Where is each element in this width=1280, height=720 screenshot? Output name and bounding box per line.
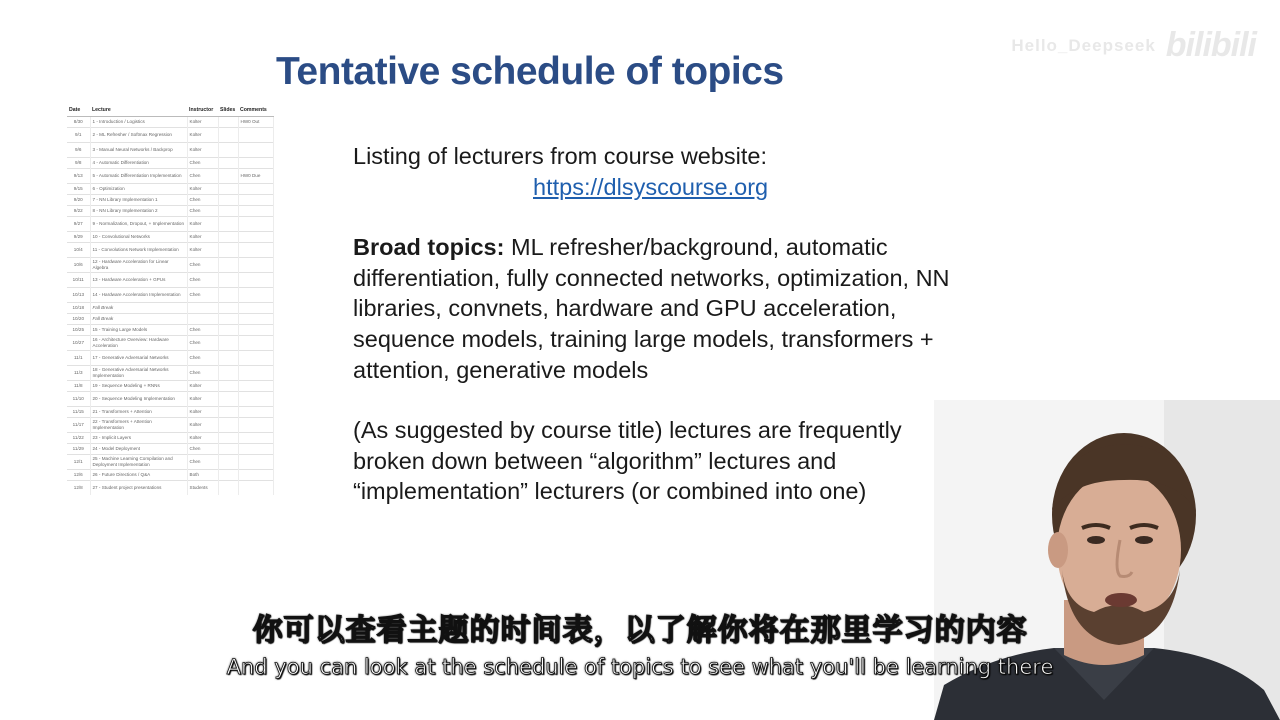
schedule-cell-slides xyxy=(218,205,238,216)
schedule-cell-slides xyxy=(218,272,238,287)
schedule-cell-instructor: Chen xyxy=(187,168,218,183)
schedule-cell-lecture: 11 - Convolutions Network Implementation xyxy=(90,242,187,257)
schedule-cell-comments: HW0 Due xyxy=(238,168,273,183)
schedule-cell-instructor: Kolter xyxy=(187,142,218,157)
schedule-row xyxy=(67,205,273,216)
schedule-cell-comments xyxy=(238,272,273,287)
schedule-cell-date: 10/20 xyxy=(67,313,90,324)
schedule-cell-comments xyxy=(238,205,273,216)
schedule-cell-comments: HW0 Out xyxy=(238,116,273,127)
schedule-cell-comments xyxy=(238,454,273,469)
watermark-handle: Hello_Deepseek xyxy=(1011,35,1156,55)
schedule-row xyxy=(67,324,273,335)
schedule-cell-comments xyxy=(238,313,273,324)
schedule-cell-comments xyxy=(238,432,273,443)
schedule-cell-date: 10/11 xyxy=(67,272,90,287)
schedule-row xyxy=(67,287,273,302)
schedule-cell-instructor: Kolter xyxy=(187,216,218,231)
schedule-header-date: Date xyxy=(67,105,90,116)
schedule-cell-instructor: Chen xyxy=(187,272,218,287)
video-watermark xyxy=(1011,26,1256,65)
schedule-cell-instructor: Chen xyxy=(187,194,218,205)
schedule-cell-date: 9/22 xyxy=(67,205,90,216)
broad-topics-label: Broad topics: xyxy=(353,234,505,261)
schedule-cell-lecture: 16 - Architecture Overview: Hardware Acceleration xyxy=(90,335,187,350)
schedule-row xyxy=(67,183,273,194)
schedule-cell-slides xyxy=(218,127,238,142)
schedule-header-comments: Comments xyxy=(238,105,273,116)
schedule-cell-date: 11/1 xyxy=(67,350,90,365)
schedule-cell-comments xyxy=(238,406,273,417)
schedule-cell-slides xyxy=(218,116,238,127)
schedule-cell-slides xyxy=(218,142,238,157)
schedule-cell-lecture: 26 - Future Directions / Q&A xyxy=(90,469,187,480)
schedule-cell-comments xyxy=(238,324,273,335)
schedule-cell-date: 11/10 xyxy=(67,391,90,406)
schedule-cell-slides xyxy=(218,194,238,205)
subtitle-chinese: 你可以查看主题的时间表，以了解你将在那里学习的内容 xyxy=(252,613,1028,648)
schedule-cell-comments xyxy=(238,302,273,313)
schedule-cell-instructor: Kolter xyxy=(187,116,218,127)
schedule-cell-lecture: 17 - Generative Adversarial Networks xyxy=(90,350,187,365)
schedule-cell-slides xyxy=(218,157,238,168)
schedule-row xyxy=(67,231,273,242)
schedule-cell-comments xyxy=(238,350,273,365)
schedule-cell-slides xyxy=(218,469,238,480)
schedule-cell-lecture: 6 - Optimization xyxy=(90,183,187,194)
schedule-cell-slides xyxy=(218,302,238,313)
schedule-cell-lecture: Fall Break xyxy=(90,313,187,324)
schedule-cell-lecture: 7 - NN Library Implementation 1 xyxy=(90,194,187,205)
schedule-cell-date: 11/8 xyxy=(67,380,90,391)
schedule-cell-lecture: 22 - Transformers + Attention Implementation xyxy=(90,417,187,432)
schedule-cell-instructor: Chen xyxy=(187,324,218,335)
schedule-cell-lecture: 18 - Generative Adversarial Networks Implementation xyxy=(90,365,187,380)
schedule-cell-slides xyxy=(218,324,238,335)
schedule-cell-instructor: Students xyxy=(187,480,218,495)
schedule-cell-slides xyxy=(218,231,238,242)
schedule-cell-date: 12/1 xyxy=(67,454,90,469)
schedule-cell-date: 11/22 xyxy=(67,432,90,443)
schedule-cell-date: 11/17 xyxy=(67,417,90,432)
schedule-cell-date: 9/20 xyxy=(67,194,90,205)
schedule-cell-instructor: Kolter xyxy=(187,183,218,194)
schedule-cell-slides xyxy=(218,380,238,391)
schedule-header-instructor: Instructor xyxy=(187,105,218,116)
schedule-cell-comments xyxy=(238,216,273,231)
schedule-cell-slides xyxy=(218,350,238,365)
schedule-cell-lecture: 21 - Transformers + Attention xyxy=(90,406,187,417)
schedule-row xyxy=(67,454,273,469)
schedule-cell-instructor: Chen xyxy=(187,257,218,272)
schedule-header-row xyxy=(67,105,273,116)
bilibili-logo: bilibili xyxy=(1165,26,1256,64)
schedule-cell-lecture: Fall Break xyxy=(90,302,187,313)
schedule-cell-date: 12/8 xyxy=(67,480,90,495)
subtitle-english: And you can look at the schedule of topics to see what you'll be learning there xyxy=(226,655,1054,679)
schedule-cell-date: 8/30 xyxy=(67,116,90,127)
course-url-line xyxy=(353,172,973,203)
schedule-row xyxy=(67,350,273,365)
schedule-header-slides: Slides xyxy=(218,105,238,116)
schedule-cell-instructor: Kolter xyxy=(187,231,218,242)
schedule-cell-instructor: Chen xyxy=(187,350,218,365)
schedule-cell-lecture: 4 - Automatic Differentiation xyxy=(90,157,187,168)
schedule-cell-slides xyxy=(218,287,238,302)
schedule-cell-lecture: 12 - Hardware Acceleration for Linear Algebra xyxy=(90,257,187,272)
schedule-table xyxy=(67,105,274,495)
schedule-row xyxy=(67,406,273,417)
schedule-cell-date: 10/25 xyxy=(67,324,90,335)
schedule-cell-slides xyxy=(218,335,238,350)
schedule-cell-slides xyxy=(218,242,238,257)
schedule-row xyxy=(67,142,273,157)
schedule-cell-date: 9/27 xyxy=(67,216,90,231)
schedule-cell-instructor: Kolter xyxy=(187,432,218,443)
spacer xyxy=(353,385,973,415)
schedule-cell-instructor: Chen xyxy=(187,454,218,469)
schedule-cell-instructor: Both xyxy=(187,469,218,480)
schedule-cell-slides xyxy=(218,417,238,432)
schedule-cell-slides xyxy=(218,454,238,469)
listing-text: Listing of lecturers from course website: xyxy=(353,143,768,169)
schedule-cell-lecture: 10 - Convolutional Networks xyxy=(90,231,187,242)
schedule-row xyxy=(67,194,273,205)
schedule-cell-comments xyxy=(238,257,273,272)
schedule-row xyxy=(67,380,273,391)
course-website-link[interactable]: https://dlsyscourse.org xyxy=(533,173,769,200)
schedule-cell-date: 10/18 xyxy=(67,302,90,313)
schedule-row xyxy=(67,469,273,480)
suggested-text: (As suggested by course title) lectures are frequently broken down between “algorithm” lectures and “implementation” lecturers (or combined into one) xyxy=(353,417,902,505)
schedule-cell-instructor: Kolter xyxy=(187,406,218,417)
schedule-cell-lecture: 20 - Sequence Modeling Implementation xyxy=(90,391,187,406)
schedule-row xyxy=(67,417,273,432)
schedule-cell-slides xyxy=(218,183,238,194)
schedule-cell-date: 10/6 xyxy=(67,257,90,272)
schedule-header-lecture: Lecture xyxy=(90,105,187,116)
schedule-cell-lecture: 13 - Hardware Acceleration + GPUs xyxy=(90,272,187,287)
schedule-cell-lecture: 1 - Introduction / Logistics xyxy=(90,116,187,127)
schedule-body xyxy=(67,116,273,495)
schedule-cell-instructor: Chen xyxy=(187,335,218,350)
broad-topics-text: ML refresher/background, automatic differentiation, fully connected networks, optimization, NN libraries, convnets, hardware and GPU acceleration, sequence models, training large models, transformers + attention, generative models xyxy=(353,234,950,383)
schedule-cell-lecture: 25 - Machine Learning Compilation and Deployment Implementation xyxy=(90,454,187,469)
schedule-cell-date: 9/13 xyxy=(67,168,90,183)
schedule-cell-comments xyxy=(238,417,273,432)
schedule-cell-comments xyxy=(238,242,273,257)
schedule-cell-instructor: Kolter xyxy=(187,127,218,142)
schedule-row xyxy=(67,302,273,313)
schedule-cell-date: 11/29 xyxy=(67,443,90,454)
schedule-cell-slides xyxy=(218,216,238,231)
schedule-cell-date: 12/6 xyxy=(67,469,90,480)
schedule-cell-instructor xyxy=(187,313,218,324)
schedule-cell-date: 9/6 xyxy=(67,142,90,157)
schedule-row xyxy=(67,216,273,231)
schedule-cell-comments xyxy=(238,480,273,495)
schedule-cell-lecture: 3 - Manual Neural Networks / Backprop xyxy=(90,142,187,157)
schedule-cell-slides xyxy=(218,257,238,272)
schedule-cell-lecture: 19 - Sequence Modeling + RNNs xyxy=(90,380,187,391)
schedule-cell-slides xyxy=(218,365,238,380)
schedule-cell-lecture: 23 - Implicit Layers xyxy=(90,432,187,443)
schedule-cell-comments xyxy=(238,287,273,302)
schedule-row xyxy=(67,432,273,443)
schedule-cell-comments xyxy=(238,380,273,391)
schedule-cell-date: 9/15 xyxy=(67,183,90,194)
schedule-cell-lecture: 5 - Automatic Differentiation Implementation xyxy=(90,168,187,183)
schedule-cell-date: 11/15 xyxy=(67,406,90,417)
schedule-cell-lecture: 27 - Student project presentations xyxy=(90,480,187,495)
schedule-cell-slides xyxy=(218,391,238,406)
schedule-cell-comments xyxy=(238,391,273,406)
schedule-cell-date: 10/27 xyxy=(67,335,90,350)
schedule-cell-comments xyxy=(238,443,273,454)
schedule-row xyxy=(67,391,273,406)
schedule-cell-instructor: Kolter xyxy=(187,417,218,432)
schedule-cell-date: 10/13 xyxy=(67,287,90,302)
schedule-cell-slides xyxy=(218,168,238,183)
schedule-cell-lecture: 14 - Hardware Acceleration Implementation xyxy=(90,287,187,302)
schedule-cell-comments xyxy=(238,365,273,380)
broad-topics-paragraph xyxy=(353,232,973,385)
schedule-row xyxy=(67,313,273,324)
schedule-row xyxy=(67,272,273,287)
schedule-cell-comments xyxy=(238,469,273,480)
schedule-cell-instructor: Chen xyxy=(187,443,218,454)
schedule-cell-comments xyxy=(238,231,273,242)
schedule-row xyxy=(67,242,273,257)
schedule-cell-comments xyxy=(238,335,273,350)
schedule-cell-instructor: Kolter xyxy=(187,242,218,257)
schedule-cell-date: 9/1 xyxy=(67,127,90,142)
schedule-cell-slides xyxy=(218,432,238,443)
schedule-cell-lecture: 24 - Model Deployment xyxy=(90,443,187,454)
schedule-cell-instructor: Kolter xyxy=(187,380,218,391)
schedule-cell-lecture: 9 - Normalization, Dropout, + Implementation xyxy=(90,216,187,231)
schedule-cell-lecture: 15 - Training Large Models xyxy=(90,324,187,335)
schedule-cell-instructor: Kolter xyxy=(187,391,218,406)
schedule-cell-instructor xyxy=(187,302,218,313)
schedule-row xyxy=(67,365,273,380)
schedule-row xyxy=(67,116,273,127)
schedule-cell-lecture: 8 - NN Library Implementation 2 xyxy=(90,205,187,216)
schedule-cell-date: 11/3 xyxy=(67,365,90,380)
schedule-row xyxy=(67,443,273,454)
schedule-cell-slides xyxy=(218,443,238,454)
schedule-cell-comments xyxy=(238,183,273,194)
schedule-row xyxy=(67,335,273,350)
schedule-row xyxy=(67,168,273,183)
schedule-cell-comments xyxy=(238,127,273,142)
schedule-cell-date: 9/8 xyxy=(67,157,90,168)
schedule-cell-instructor: Chen xyxy=(187,205,218,216)
schedule-cell-slides xyxy=(218,480,238,495)
schedule-cell-instructor: Chen xyxy=(187,365,218,380)
schedule-cell-slides xyxy=(218,406,238,417)
schedule-cell-date: 9/29 xyxy=(67,231,90,242)
schedule-row xyxy=(67,127,273,142)
schedule-cell-instructor: Chen xyxy=(187,157,218,168)
schedule-cell-slides xyxy=(218,313,238,324)
schedule-cell-lecture: 2 - ML Refresher / Softmax Regression xyxy=(90,127,187,142)
schedule-cell-date: 10/4 xyxy=(67,242,90,257)
schedule-cell-instructor: Chen xyxy=(187,287,218,302)
schedule-cell-comments xyxy=(238,194,273,205)
slide-body xyxy=(353,141,973,507)
schedule-row xyxy=(67,157,273,168)
schedule-row xyxy=(67,257,273,272)
schedule-cell-comments xyxy=(238,142,273,157)
schedule-cell-comments xyxy=(238,157,273,168)
spacer xyxy=(353,202,973,232)
slide-title: Tentative schedule of topics xyxy=(276,50,784,93)
schedule-row xyxy=(67,480,273,495)
